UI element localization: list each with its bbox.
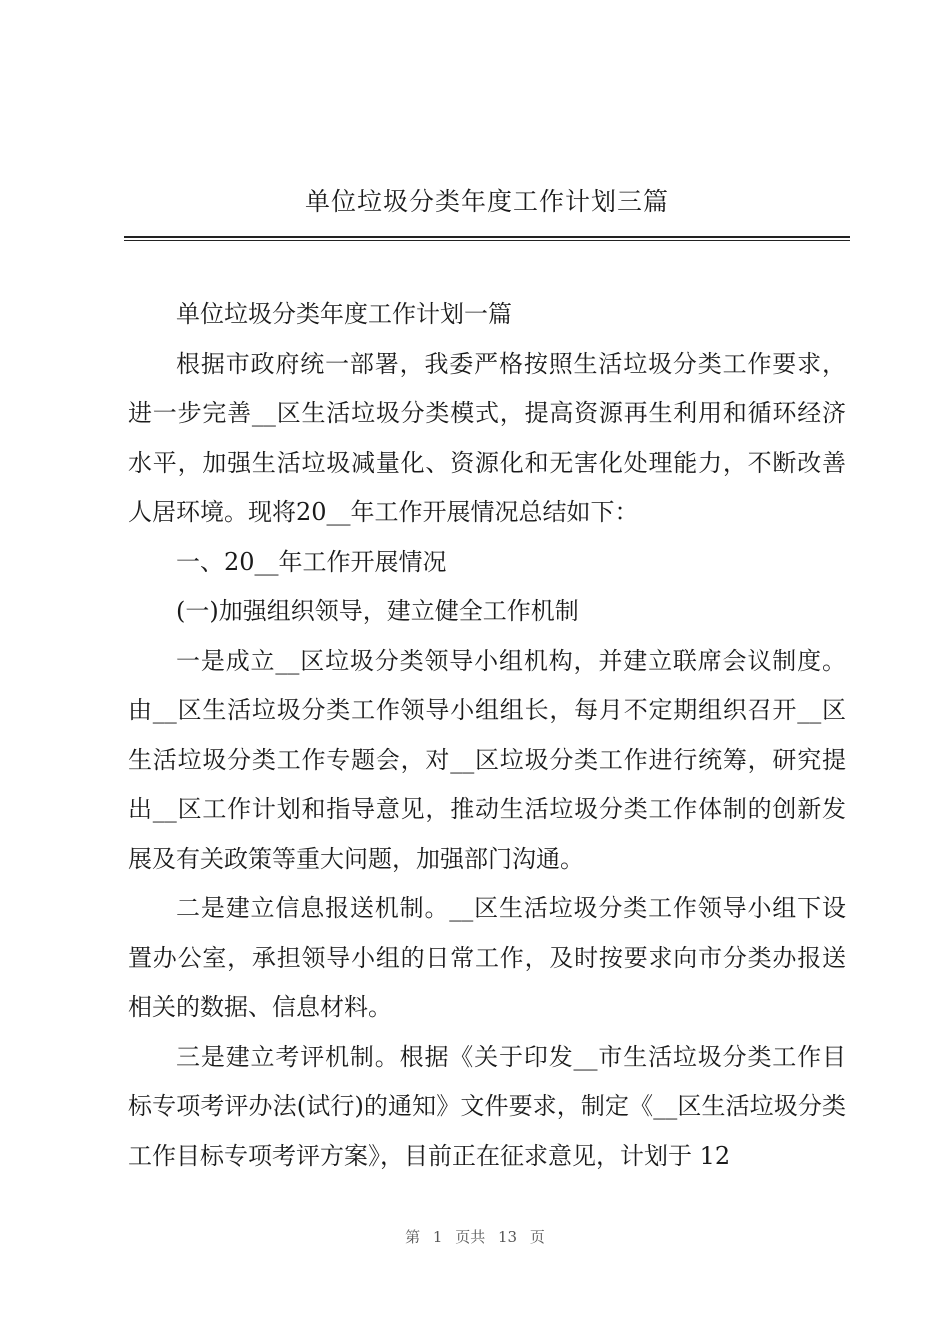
subsection-heading: (一)加强组织领导，建立健全工作机制 xyxy=(176,597,579,625)
page-number: 第 1 页共 13 页 xyxy=(405,1228,545,1246)
paragraph: 二是建立信息报送机制。__区生活垃圾分类工作领导小组下设置办公室，承担领导小组的日常工作，及时按要求向市分类办报送相关的数据、信息材料。 xyxy=(128,894,846,1021)
document-header-title: 单位垃圾分类年度工作计划三篇 xyxy=(304,187,669,216)
paragraph: 根据市政府统一部署，我委严格按照生活垃圾分类工作要求，进一步完善__区生活垃圾分类模式，提高资源再生利用和循环经济水平，加强生活垃圾减量化、资源化和无害化处理能力，不断改善人居环境。现将20__年工作开展情况总结如下： xyxy=(128,349,846,526)
section-title: 单位垃圾分类年度工作计划一篇 xyxy=(176,300,512,328)
paragraph: 三是建立考评机制。根据《关于印发__市生活垃圾分类工作目标专项考评办法(试行)的通知》文件要求，制定《__区生活垃圾分类工作目标专项考评方案》，目前正在征求意见，计划于 12 xyxy=(128,1042,846,1170)
document-body xyxy=(128,290,846,1181)
paragraph: 一是成立__区垃圾分类领导小组机构，并建立联席会议制度。由__区生活垃圾分类工作领导小组组长，每月不定期组织召开__区生活垃圾分类工作专题会，对__区垃圾分类工作进行统筹，研究提出__区工作计划和指导意见，推动生活垃圾分类工作体制的创新发展及有关政策等重大问题，加强部门沟通。 xyxy=(128,646,846,873)
section-heading: 一、20__年工作开展情况 xyxy=(176,547,447,576)
header-divider xyxy=(124,236,850,241)
